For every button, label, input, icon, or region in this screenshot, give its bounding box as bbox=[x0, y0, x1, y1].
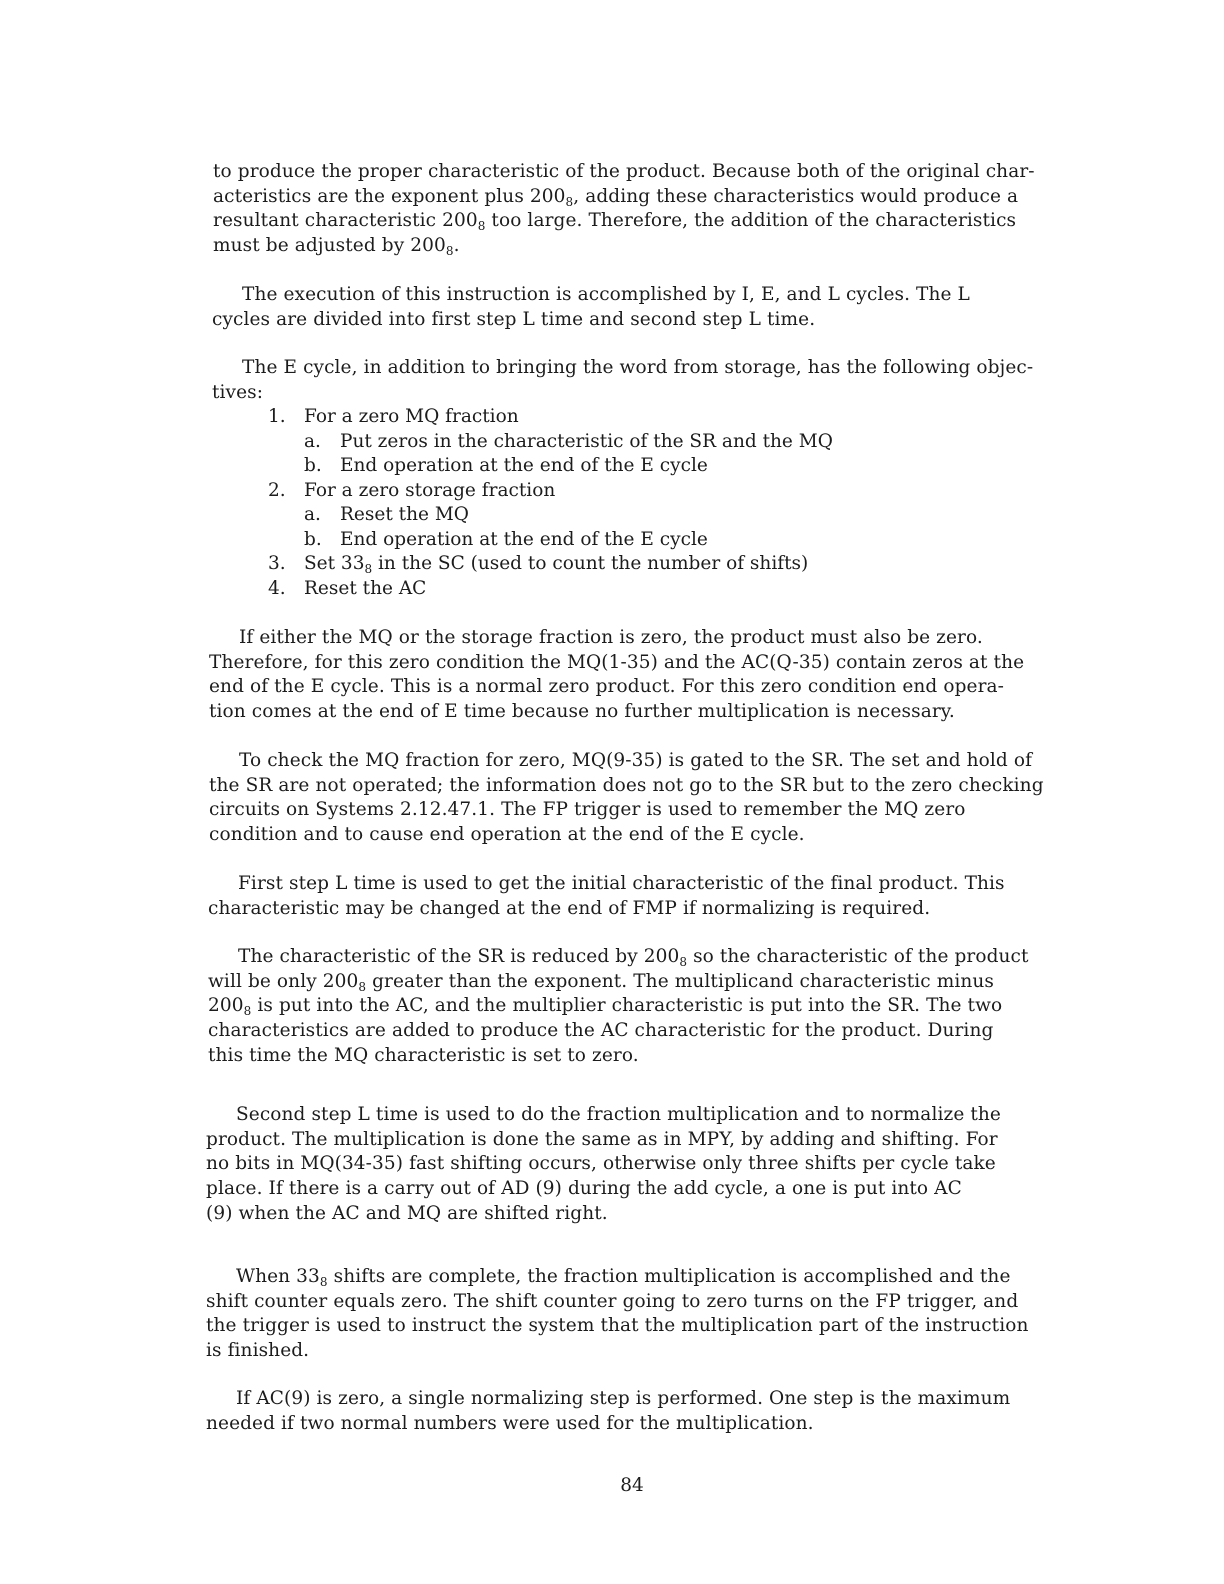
text-line: The execution of this instruction is accomplished by I, E, and L cycles. The L bbox=[242, 284, 970, 305]
paragraph-4 bbox=[209, 626, 1024, 725]
octal-subscript: 8 bbox=[319, 1275, 328, 1289]
octal-subscript: 8 bbox=[364, 562, 373, 576]
octal-subscript: 8 bbox=[679, 955, 688, 969]
text-line: end of the E cycle. This is a normal zero product. For this zero condition end opera- bbox=[209, 676, 1005, 698]
list-subitem: a. Reset the MQ bbox=[304, 504, 469, 525]
text-line: Second step L time is used to do the fraction multiplication and to normalize the bbox=[236, 1104, 1001, 1125]
text-line: the SR are not operated; the information does not go to the SR but to the zero checking bbox=[209, 774, 1044, 796]
page-number: 84 bbox=[620, 1475, 644, 1496]
paragraph-7 bbox=[208, 945, 1029, 1069]
list-item: 1. For a zero MQ fraction bbox=[268, 406, 519, 427]
text-line: The E cycle, in addition to bringing the word from storage, has the following objec- bbox=[242, 357, 1034, 378]
text-line: The characteristic of the SR is reduced by $200_8$ so the characteristic of the product bbox=[238, 946, 1029, 969]
paragraph-5 bbox=[209, 749, 1044, 848]
text-line: characteristic may be changed at the end of FMP if normalizing is required. bbox=[208, 897, 931, 919]
text-line: needed if two normal numbers were used for the multiplication. bbox=[206, 1412, 814, 1434]
list-item: 2. For a zero storage fraction bbox=[268, 479, 556, 501]
text-line: Therefore, for this zero condition the MQ(1-35) and the AC(Q-35) contain zeros at the bbox=[209, 651, 1025, 673]
text-line: circuits on Systems 2.12.47.1. The FP trigger is used to remember the MQ zero bbox=[209, 799, 966, 821]
octal-subscript: 8 bbox=[565, 194, 574, 209]
list-subitem: b. End operation at the end of the E cycle bbox=[304, 528, 708, 550]
text-line: product. The multiplication is done the same as in MPY, by adding and shifting. For bbox=[206, 1128, 998, 1150]
text-line: First step L time is used to get the initial characteristic of the final product. This bbox=[238, 873, 1005, 894]
text-line: cycles are divided into first step L time and second step L time. bbox=[212, 308, 816, 330]
text-line: (9) when the AC and MQ are shifted right. bbox=[206, 1202, 608, 1224]
list-item: 4. Reset the AC bbox=[268, 577, 427, 599]
text-line: tives: bbox=[212, 381, 264, 403]
text-line: no bits in MQ(34-35) fast shifting occurs, otherwise only three shifts per cycle take bbox=[206, 1153, 996, 1175]
paragraph-8 bbox=[206, 1103, 1001, 1227]
list-item: 3. Set $33_8$ in the SC (used to count the number of shifts) bbox=[268, 553, 809, 576]
octal-subscript: 8 bbox=[358, 979, 367, 994]
paragraph-10 bbox=[206, 1387, 1010, 1436]
paragraph-1 bbox=[213, 160, 1035, 259]
text-line: must be adjusted by $200_8$. bbox=[213, 235, 460, 259]
text-line: If either the MQ or the storage fraction is zero, the product must also be zero. bbox=[239, 627, 983, 648]
list-subitem: a. Put zeros in the characteristic of the SR and the MQ bbox=[304, 430, 833, 452]
text-line: place. If there is a carry out of AD (9) during the add cycle, a one is put into AC bbox=[206, 1178, 962, 1200]
text-line: acteristics are the exponent plus $200_8$, adding these characteristics would produce a bbox=[213, 185, 1019, 209]
text-line: shift counter equals zero. The shift counter going to zero turns on the FP trigger, and bbox=[206, 1290, 1019, 1312]
text-line: will be only $200_8$ greater than the exponent. The multiplicand characteristic minus bbox=[208, 970, 995, 994]
text-line: If AC(9) is zero, a single normalizing step is performed. One step is the maximum bbox=[236, 1388, 1011, 1409]
text-line: this time the MQ characteristic is set to zero. bbox=[208, 1044, 639, 1066]
octal-subscript: 8 bbox=[243, 1004, 252, 1019]
text-line: condition and to cause end operation at the end of the E cycle. bbox=[209, 824, 805, 846]
paragraph-3 bbox=[212, 356, 1033, 405]
text-line: the trigger is used to instruct the system that the multiplication part of the instruction bbox=[206, 1315, 1029, 1337]
objectives-list bbox=[268, 405, 833, 601]
octal-subscript: 8 bbox=[477, 219, 486, 234]
paragraph-2 bbox=[212, 283, 970, 332]
text-line: is finished. bbox=[206, 1340, 310, 1362]
paragraph-9 bbox=[206, 1265, 1028, 1364]
text-line: $200_8$ is put into the AC, and the multiplier characteristic is put into the SR. The two bbox=[208, 995, 1003, 1019]
text-line: To check the MQ fraction for zero, MQ(9-35) is gated to the SR. The set and hold of bbox=[239, 750, 1033, 771]
text-line: When $33_8$ shifts are complete, the fraction multiplication is accomplished and the bbox=[236, 1266, 1011, 1289]
text-line: tion comes at the end of E time because no further multiplication is necessary. bbox=[209, 701, 955, 723]
text-line: resultant characteristic $200_8$ too large. Therefore, the addition of the characteristics bbox=[213, 210, 1017, 234]
paragraph-6 bbox=[208, 872, 1005, 921]
text-line: characteristics are added to produce the AC characteristic for the product. During bbox=[208, 1020, 994, 1042]
octal-subscript: 8 bbox=[445, 244, 454, 259]
list-subitem: b. End operation at the end of the E cycle bbox=[304, 455, 708, 476]
text-line: to produce the proper characteristic of the product. Because both of the original char- bbox=[213, 161, 1035, 182]
